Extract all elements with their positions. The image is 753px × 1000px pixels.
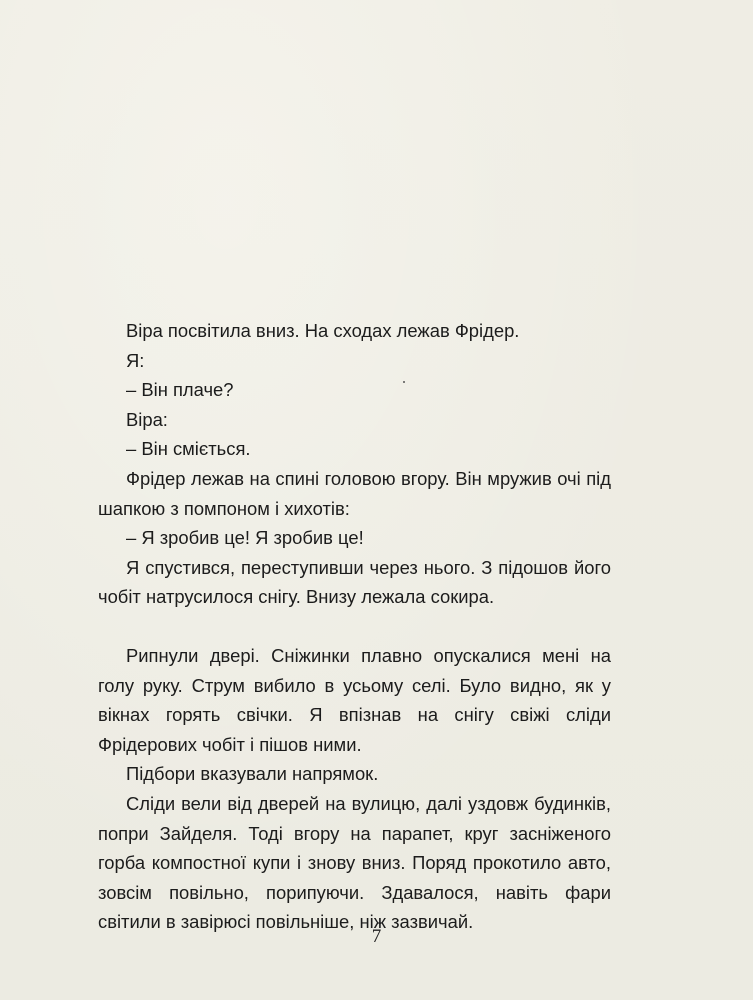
body-text <box>98 316 611 937</box>
paper-speck <box>403 381 405 383</box>
paragraph: – Він плаче? <box>126 379 234 401</box>
paragraph: Сліди вели від дверей на вулицю, далі уздовж будинків, попри Зайделя. Тоді вгору на парапет, круг засніженого горба компостної купи і знову вниз. Поряд прокотило авто, зовсім повільно, порипуючи. Здавалося, навіть фари світили в завірюсі повільніше, ніж зазвичай. <box>98 792 611 933</box>
paragraph: Рипнули двері. Сніжинки плавно опускалися мені на голу руку. Струм вибило в усьому селі. Було видно, як у вікнах горять свічки. Я впізнав на снігу свіжі сліди Фрідерових чобіт і пішов ними. <box>98 644 611 755</box>
paragraph: Фрідер лежав на спині головою вгору. Він мружив очі під шапкою з помпоном і хихотів: <box>98 467 611 519</box>
paragraph: – Він сміється. <box>126 438 251 460</box>
page-number: 7 <box>371 926 382 947</box>
paragraph: – Я зробив це! Я зробив це! <box>126 527 364 549</box>
paragraph: Підбори вказували напрямок. <box>126 763 379 785</box>
paragraph: Я спустився, переступивши через нього. З підошов його чобіт натрусилося снігу. Внизу лежала сокира. <box>98 556 611 608</box>
paragraph: Віра посвітила вниз. На сходах лежав Фрідер. <box>126 320 520 341</box>
paragraph: Я: <box>126 349 145 371</box>
paragraph: Віра: <box>126 408 168 430</box>
